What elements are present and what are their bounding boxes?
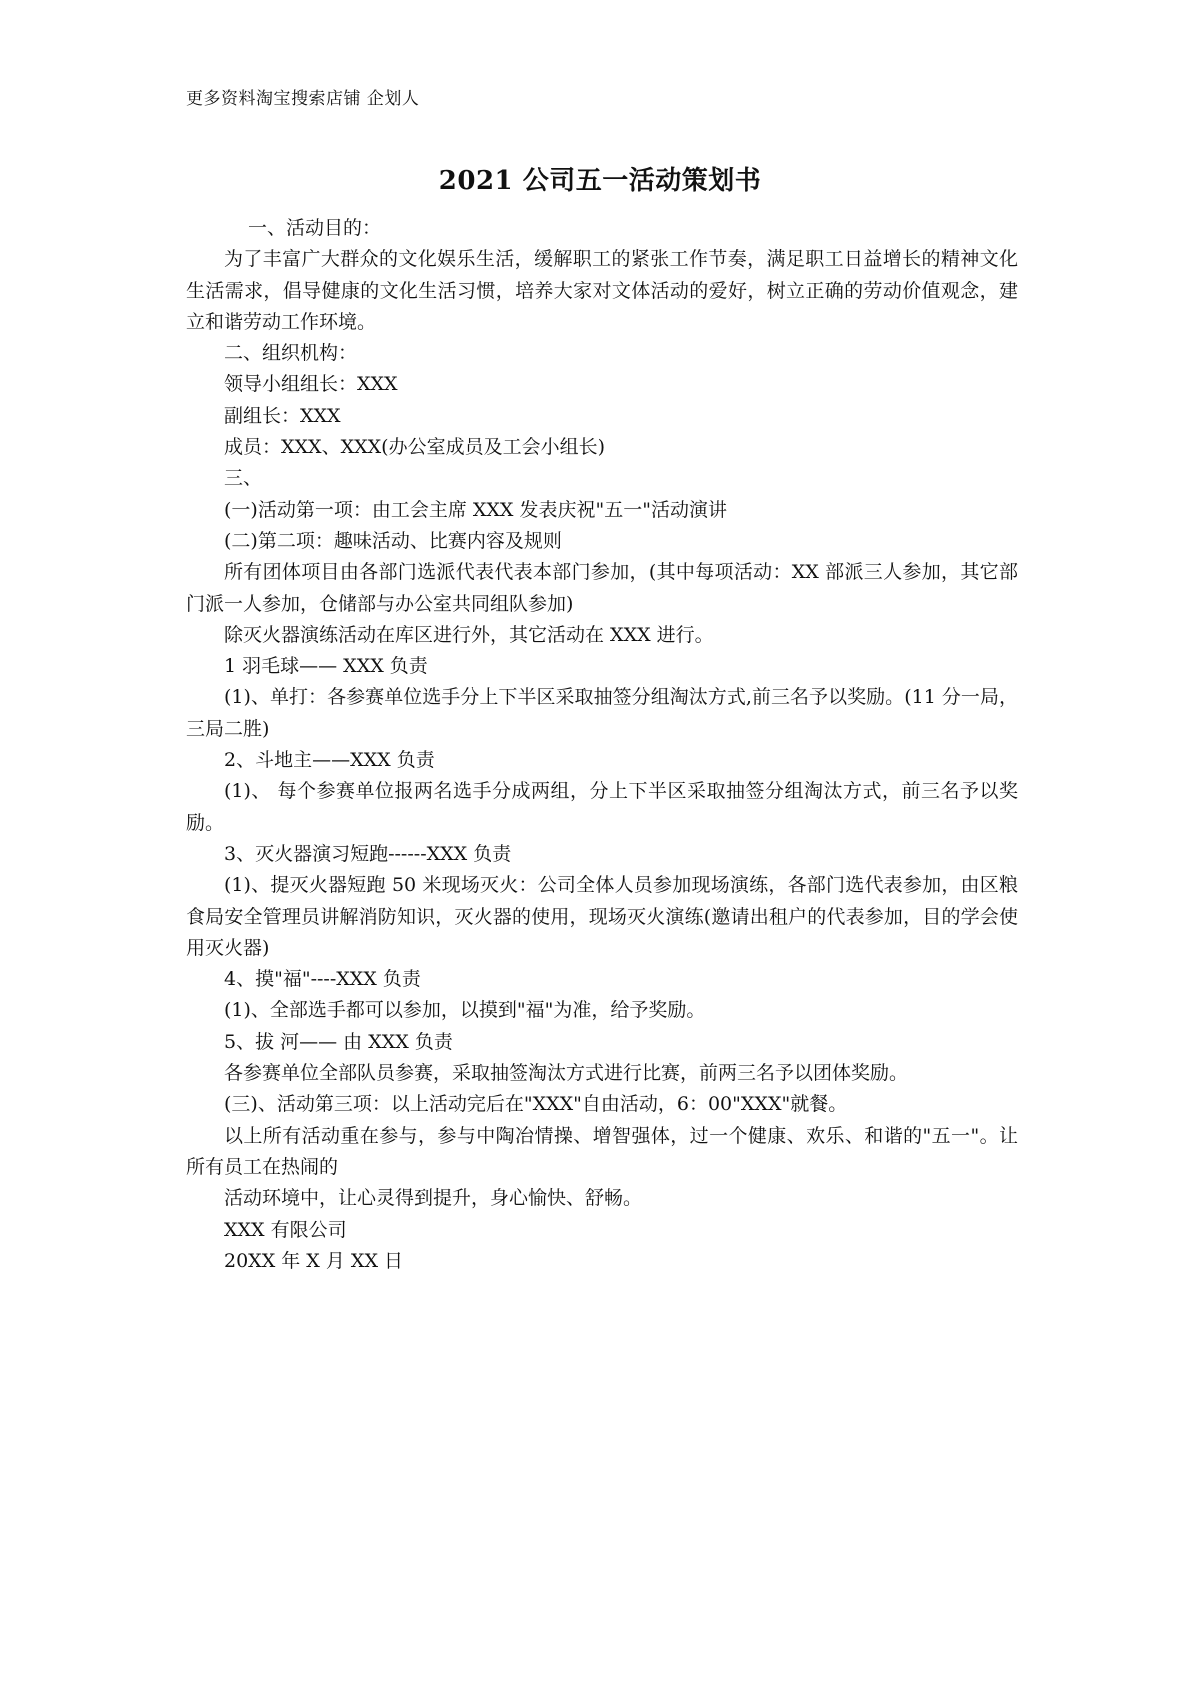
paragraph-tug-of-war: 5、拔 河—— 由 XXX 负责	[224, 1030, 453, 1053]
paragraph-closing: 以上所有活动重在参与，参与中陶冶情操、增智强体，过一个健康、欢乐、和谐的"五一"。让所有员工在热闹的	[186, 1124, 1018, 1178]
paragraph-purpose: 为了丰富广大群众的文化娱乐生活，缓解职工的紧张工作节奏，满足职工日益增长的精神文化生活需求，倡导健康的文化生活习惯，培养大家对文体活动的爱好，树立正确的劳动价值观念，建立和谐劳动工作环境。	[186, 248, 1018, 333]
paragraph-team-rules: 所有团体项目由各部门选派代表代表本部门参加，(其中每项活动：XX 部派三人参加，其它部门派一人参加，仓储部与办公室共同组队参加)	[186, 561, 1018, 615]
signature-date: 20XX 年 X 月 XX 日	[224, 1249, 404, 1272]
paragraph-tug-of-war-rules: 各参赛单位全部队员参赛，采取抽签淘汰方式进行比赛，前两三名予以团体奖励。	[224, 1062, 909, 1085]
paragraph-doudizhu: 2、斗地主——XXX 负责	[224, 749, 435, 772]
paragraph-fu-rules: (1)、全部选手都可以参加，以摸到"福"为准，给予奖励。	[224, 999, 706, 1022]
paragraph-item-three: (三)、活动第三项：以上活动完后在"XXX"自由活动，6：00"XXX"就餐。	[224, 1093, 848, 1116]
paragraph-extinguisher-rules: (1)、提灭火器短跑 50 米现场灭火：公司全体人员参加现场演练，各部门选代表参加，由区粮食局安全管理员讲解消防知识，灭火器的使用，现场灭火演练(邀请出租户的代表参加，目的学会使用灭火器)	[186, 874, 1018, 959]
paragraph-fu: 4、摸"福"----XXX 负责	[224, 968, 421, 991]
paragraph-item-two: (二)第二项：趣味活动、比赛内容及规则	[224, 529, 562, 552]
paragraph-item-one: (一)活动第一项：由工会主席 XXX 发表庆祝"五一"活动演讲	[224, 498, 727, 521]
signature-company: XXX 有限公司	[224, 1218, 347, 1241]
paragraph-members: 成员：XXX、XXX(办公室成员及工会小组长)	[224, 436, 605, 459]
paragraph-leader: 领导小组组长：XXX	[224, 373, 398, 396]
section-heading-three: 三、	[224, 467, 263, 490]
paragraph-doudizhu-rules: (1)、 每个参赛单位报两名选手分成两组，分上下半区采取抽签分组淘汰方式，前三名予以奖励。	[186, 780, 1018, 834]
paragraph-location: 除灭火器演练活动在库区进行外，其它活动在 XXX 进行。	[224, 623, 714, 646]
paragraph-deputy: 副组长：XXX	[224, 404, 341, 427]
section-heading-purpose: 一、活动目的：	[248, 217, 382, 239]
document-body	[186, 213, 1018, 1277]
paragraph-closing-continued: 活动环境中，让心灵得到提升，身心愉快、舒畅。	[224, 1187, 643, 1210]
paragraph-badminton: 1 羽毛球—— XXX 负责	[224, 655, 428, 678]
document-title: 2021 公司五一活动策划书	[438, 166, 762, 196]
header-note: 更多资料淘宝搜索店铺 企划人	[186, 89, 420, 109]
paragraph-badminton-rules: (1)、单打：各参赛单位选手分上下半区采取抽签分组淘汰方式,前三名予以奖励。(11 分一局，三局二胜)	[186, 686, 1018, 740]
section-heading-organization: 二、组织机构：	[224, 342, 358, 365]
paragraph-extinguisher: 3、灭火器演习短跑------XXX 负责	[224, 842, 512, 865]
